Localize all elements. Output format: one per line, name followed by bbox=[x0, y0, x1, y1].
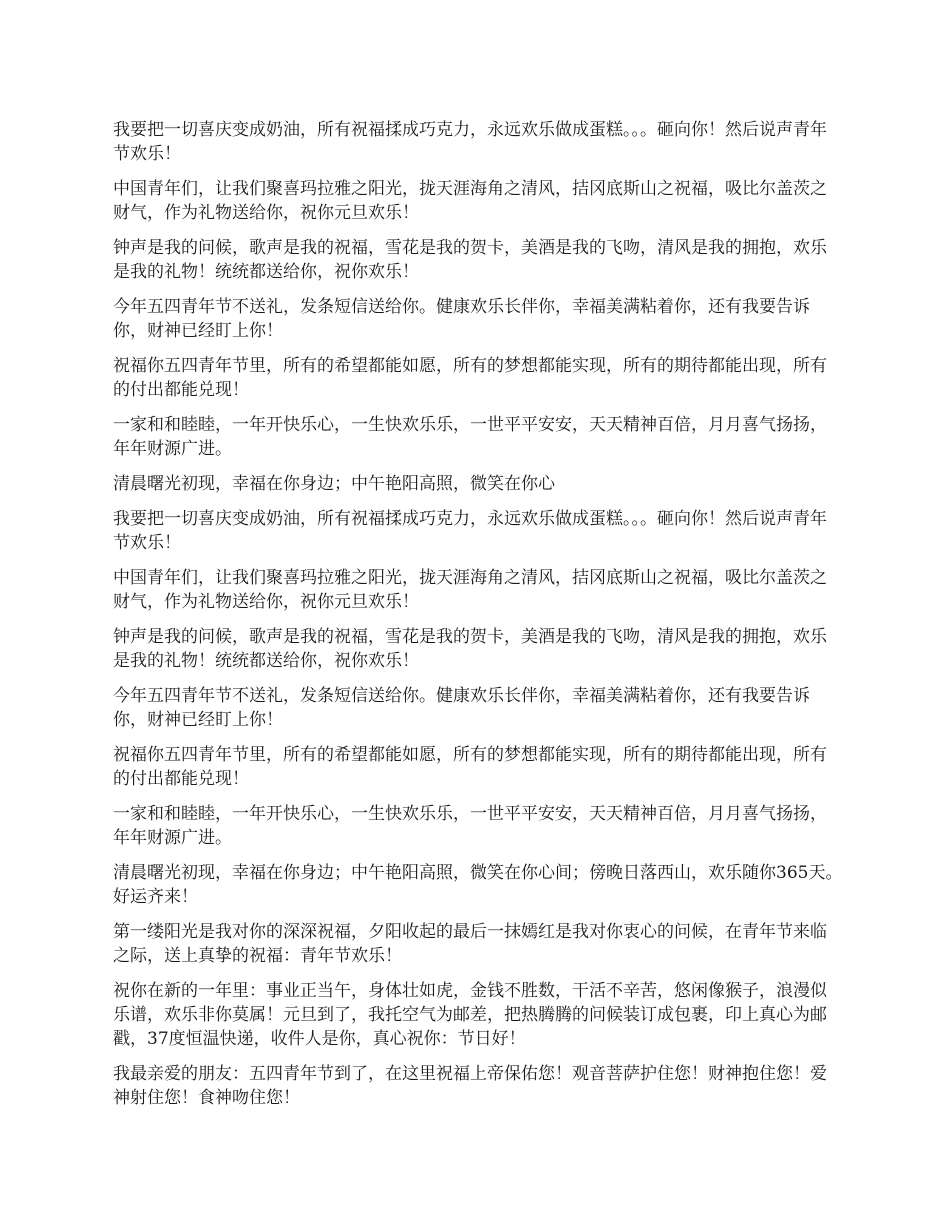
paragraph: 祝你在新的一年里：事业正当午，身体壮如虎，金钱不胜数，干活不辛苦，悠闲像猴子，浪漫似乐谱，欢乐非你莫属！元旦到了，我托空气为邮差，把热腾腾的问候装订成包裹，印上真心为邮戳，37度恒温快递，收件人是你，真心祝你：节日好！ bbox=[113, 981, 827, 1049]
paragraph: 我要把一切喜庆变成奶油，所有祝福揉成巧克力，永远欢乐做成蛋糕。。。砸向你！然后说声青年节欢乐！ bbox=[113, 509, 827, 553]
paragraph: 祝福你五四青年节里，所有的希望都能如愿，所有的梦想都能实现，所有的期待都能出现，所有的付出都能兑现！ bbox=[113, 356, 827, 400]
paragraph: 今年五四青年节不送礼，发条短信送给你。健康欢乐长伴你，幸福美满粘着你，还有我要告诉你，财神已经盯上你！ bbox=[113, 686, 810, 730]
paragraph: 钟声是我的问候，歌声是我的祝福，雪花是我的贺卡，美酒是我的飞吻，清风是我的拥抱，欢乐是我的礼物！统统都送给你，祝你欢乐！ bbox=[113, 238, 827, 282]
paragraph: 祝福你五四青年节里，所有的希望都能如愿，所有的梦想都能实现，所有的期待都能出现，所有的付出都能兑现！ bbox=[113, 745, 827, 789]
paragraph: 我最亲爱的朋友：五四青年节到了，在这里祝福上帝保佑您！观音菩萨护住您！财神抱住您！爱神射住您！食神吻住您！ bbox=[113, 1064, 827, 1108]
paragraph: 中国青年们，让我们聚喜玛拉雅之阳光，拢天涯海角之清风，拮冈底斯山之祝福，吸比尔盖茨之财气，作为礼物送给你，祝你元旦欢乐！ bbox=[113, 179, 827, 223]
paragraph: 第一缕阳光是我对你的深深祝福，夕阳收起的最后一抹嫣红是我对你衷心的问候，在青年节来临之际，送上真挚的祝福：青年节欢乐！ bbox=[113, 922, 827, 966]
paragraph: 一家和和睦睦，一年开快乐心，一生快欢乐乐，一世平平安安，天天精神百倍，月月喜气扬扬，年年财源广进。 bbox=[113, 415, 827, 459]
paragraph: 一家和和睦睦，一年开快乐心，一生快欢乐乐，一世平平安安，天天精神百倍，月月喜气扬扬，年年财源广进。 bbox=[113, 804, 827, 848]
paragraph: 我要把一切喜庆变成奶油，所有祝福揉成巧克力，永远欢乐做成蛋糕。。。砸向你！然后说声青年节欢乐！ bbox=[113, 120, 827, 164]
paragraph: 今年五四青年节不送礼，发条短信送给你。健康欢乐长伴你，幸福美满粘着你，还有我要告诉你，财神已经盯上你！ bbox=[113, 297, 810, 341]
paragraph: 清晨曙光初现，幸福在你身边；中午艳阳高照，微笑在你心间；傍晚日落西山，欢乐随你365天。好运齐来！ bbox=[113, 863, 843, 907]
paragraph: 清晨曙光初现，幸福在你身边；中午艳阳高照，微笑在你心 bbox=[113, 474, 555, 494]
paragraph: 钟声是我的问候，歌声是我的祝福，雪花是我的贺卡，美酒是我的飞吻，清风是我的拥抱，欢乐是我的礼物！统统都送给你，祝你欢乐！ bbox=[113, 627, 827, 671]
document-body bbox=[113, 118, 843, 1121]
paragraph: 中国青年们，让我们聚喜玛拉雅之阳光，拢天涯海角之清风，拮冈底斯山之祝福，吸比尔盖茨之财气，作为礼物送给你，祝你元旦欢乐！ bbox=[113, 568, 827, 612]
